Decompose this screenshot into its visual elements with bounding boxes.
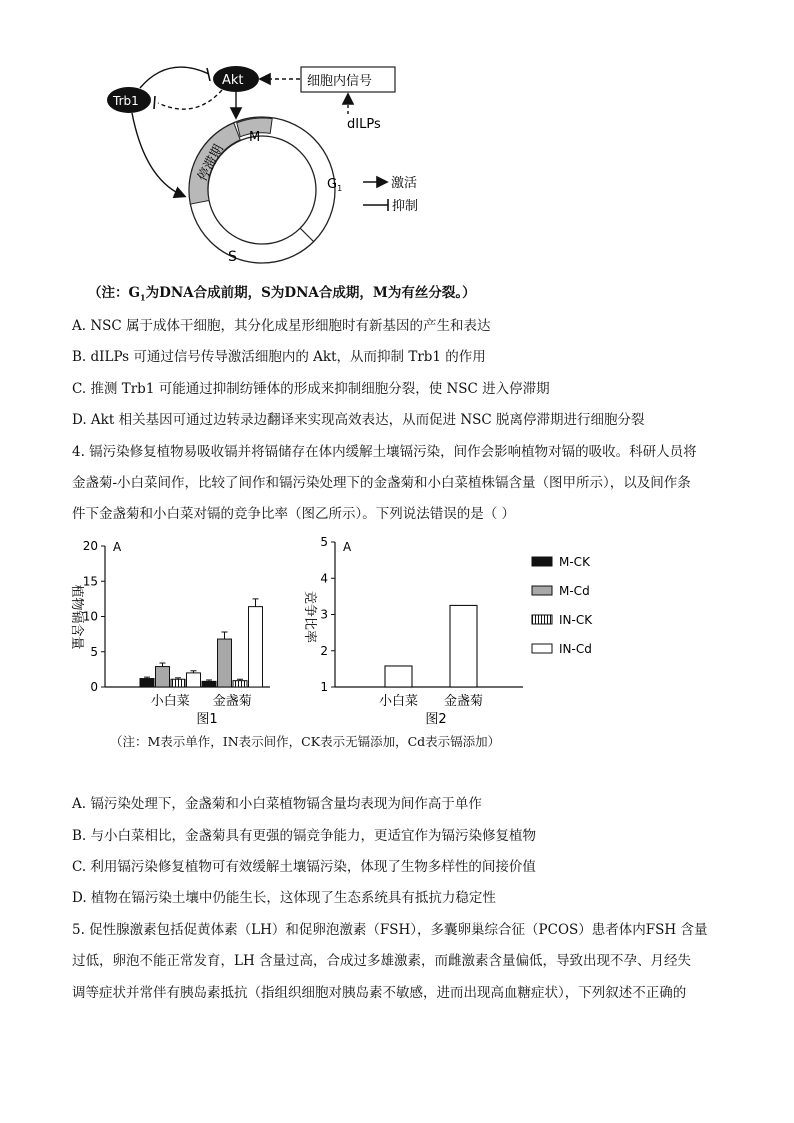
m-label: M <box>249 130 261 145</box>
chart1-ytick-label: 15 <box>82 574 98 589</box>
q4-option-c: C. 利用镉污染修复植物可有效缓解土壤镉污染，体现了生物多样性的间接价值 <box>72 859 536 875</box>
legend-label: IN-CK <box>559 613 593 627</box>
chart2-ytick-label: 4 <box>320 571 328 586</box>
chart1-ylabel: 植物镉含量 <box>69 584 84 650</box>
chart1-ytick-label: 0 <box>90 680 98 694</box>
q4-option-b: B. 与小白菜相比，金盏菊具有更强的镉竞争能力，更适宜作为镉污染修复植物 <box>72 828 537 844</box>
chart2-ylabel: 竞争比率 <box>302 590 317 644</box>
chart1-caption: 图1 <box>196 712 218 727</box>
q4-option-a: A. 镉污染处理下，金盏菊和小白菜植物镉含量均表现为间作高于单作 <box>72 796 482 812</box>
legend-swatch <box>532 615 552 624</box>
chart2-category-label: 金盏菊 <box>443 694 484 709</box>
q5-stem-line2: 过低，卵泡不能正常发育，LH 含量过高，合成过多雄激素，而雌激素含量偏低，导致出现不孕、月经失 <box>72 953 692 969</box>
chart2-caption: 图2 <box>425 712 447 727</box>
q3-option-b: B. dILPs 可通过信号传导激活细胞内的 Akt，从而抑制 Trb1 的作用 <box>72 349 486 365</box>
chart1-bar <box>187 673 201 687</box>
akt-inhibit-trb1 <box>158 90 222 109</box>
trb1-to-quiescent-arrow <box>132 113 184 196</box>
q3-option-a: A. NSC 属于成体干细胞，其分化成星形细胞时有新基因的产生和表达 <box>72 318 491 334</box>
cell-cycle-diagram <box>0 0 794 280</box>
signal-box-label: 细胞内信号 <box>307 74 373 89</box>
s-g1-boundary <box>300 228 314 242</box>
legend-label: M-Cd <box>559 584 590 598</box>
chart1-ytick-label: 20 <box>82 539 98 553</box>
g1-label: $G_1$ <box>327 177 343 193</box>
q4-stem-line3: 件下金盏菊和小白菜对镉的竞争比率（图乙所示）。下列说法错误的是（ ） <box>72 506 516 522</box>
chart1-bar <box>249 607 263 687</box>
chart1-bar <box>171 679 185 687</box>
s-label: S <box>228 249 237 265</box>
note-cycle-part2: 为DNA合成前期，S为DNA合成期，M为有丝分裂。） <box>145 285 476 301</box>
chart2-bar <box>385 666 412 687</box>
chart1-bar <box>156 667 170 687</box>
chart1-category-label: 金盏菊 <box>212 694 252 709</box>
q3-option-d: D. Akt 相关基因可通过边转录边翻译来实现高效表达，从而促进 NSC 脱离停滞期进行细胞分裂 <box>72 412 645 428</box>
quiescent-label: 停滞期 <box>195 142 227 184</box>
chart2-ytick-label: 2 <box>320 643 328 658</box>
chart2-panel-label: A <box>343 540 352 554</box>
chart1-bar <box>218 639 232 687</box>
legend-activate-label: 激活 <box>391 176 418 191</box>
chart2-ytick-label: 1 <box>320 680 328 694</box>
legend-swatch <box>532 557 552 566</box>
chart2-ytick-label: 3 <box>320 607 328 622</box>
note-cycle <box>88 283 476 308</box>
inhibit-bar-akt <box>207 68 210 81</box>
chart1-ytick-label: 5 <box>90 644 98 659</box>
charts-figure <box>0 532 794 742</box>
chart1-ytick-label: 10 <box>82 609 98 624</box>
trb1-label: Trb1 <box>113 94 139 108</box>
note-chart: （注：M表示单作，IN表示间作，CK表示无镉添加，Cd表示镉添加） <box>110 734 501 749</box>
legend-swatch <box>532 586 552 595</box>
chart2-ytick-label: 5 <box>320 535 328 549</box>
trb1-inhibit-akt <box>140 67 209 88</box>
legend-swatch <box>532 644 552 653</box>
note-cycle-part1: （注：G <box>88 285 141 301</box>
q5-stem-line3: 调等症状并常伴有胰岛素抵抗（指组织细胞对胰岛素不敏感，进而出现高血糖症状），下列叙述不正确的 <box>72 985 687 1001</box>
legend-inhibit-label: 抑制 <box>392 199 419 214</box>
chart1-panel-label: A <box>113 540 122 554</box>
chart1-bar <box>233 681 247 687</box>
chart2-bar <box>450 605 477 687</box>
q4-option-d: D. 植物在镉污染土壤中仍能生长，这体现了生态系统具有抵抗力稳定性 <box>72 890 496 906</box>
q4-stem-line1: 4. 镉污染修复植物易吸收镉并将镉储存在体内缓解土壤镉污染，间作会影响植物对镉的吸收。科研人员将 <box>72 444 697 460</box>
inhibit-bar-trb1 <box>154 96 155 109</box>
q4-stem-line2: 金盏菊-小白菜间作，比较了间作和镉污染处理下的金盏菊和小白菜植株镉含量（图甲所示），以及间作条 <box>72 475 691 491</box>
akt-label: Akt <box>222 73 244 88</box>
note-cycle-sub: 1 <box>140 292 146 303</box>
legend-label: IN-Cd <box>559 642 592 656</box>
q5-stem-line1: 5. 促性腺激素包括促黄体素（LH）和促卵泡激素（FSH），多囊卵巢综合征（PCOS）患者体内FSH 含量 <box>72 922 708 938</box>
dilps-label: dILPs <box>347 117 381 132</box>
q3-option-c: C. 推测 Trb1 可能通过抑制纺锤体的形成来抑制细胞分裂，使 NSC 进入停滞期 <box>72 381 550 397</box>
chart1-bar <box>202 681 216 687</box>
legend-label: M-CK <box>559 555 590 569</box>
chart1-bar <box>140 679 154 687</box>
chart1-category-label: 小白菜 <box>150 694 190 709</box>
chart2-category-label: 小白菜 <box>378 694 419 709</box>
